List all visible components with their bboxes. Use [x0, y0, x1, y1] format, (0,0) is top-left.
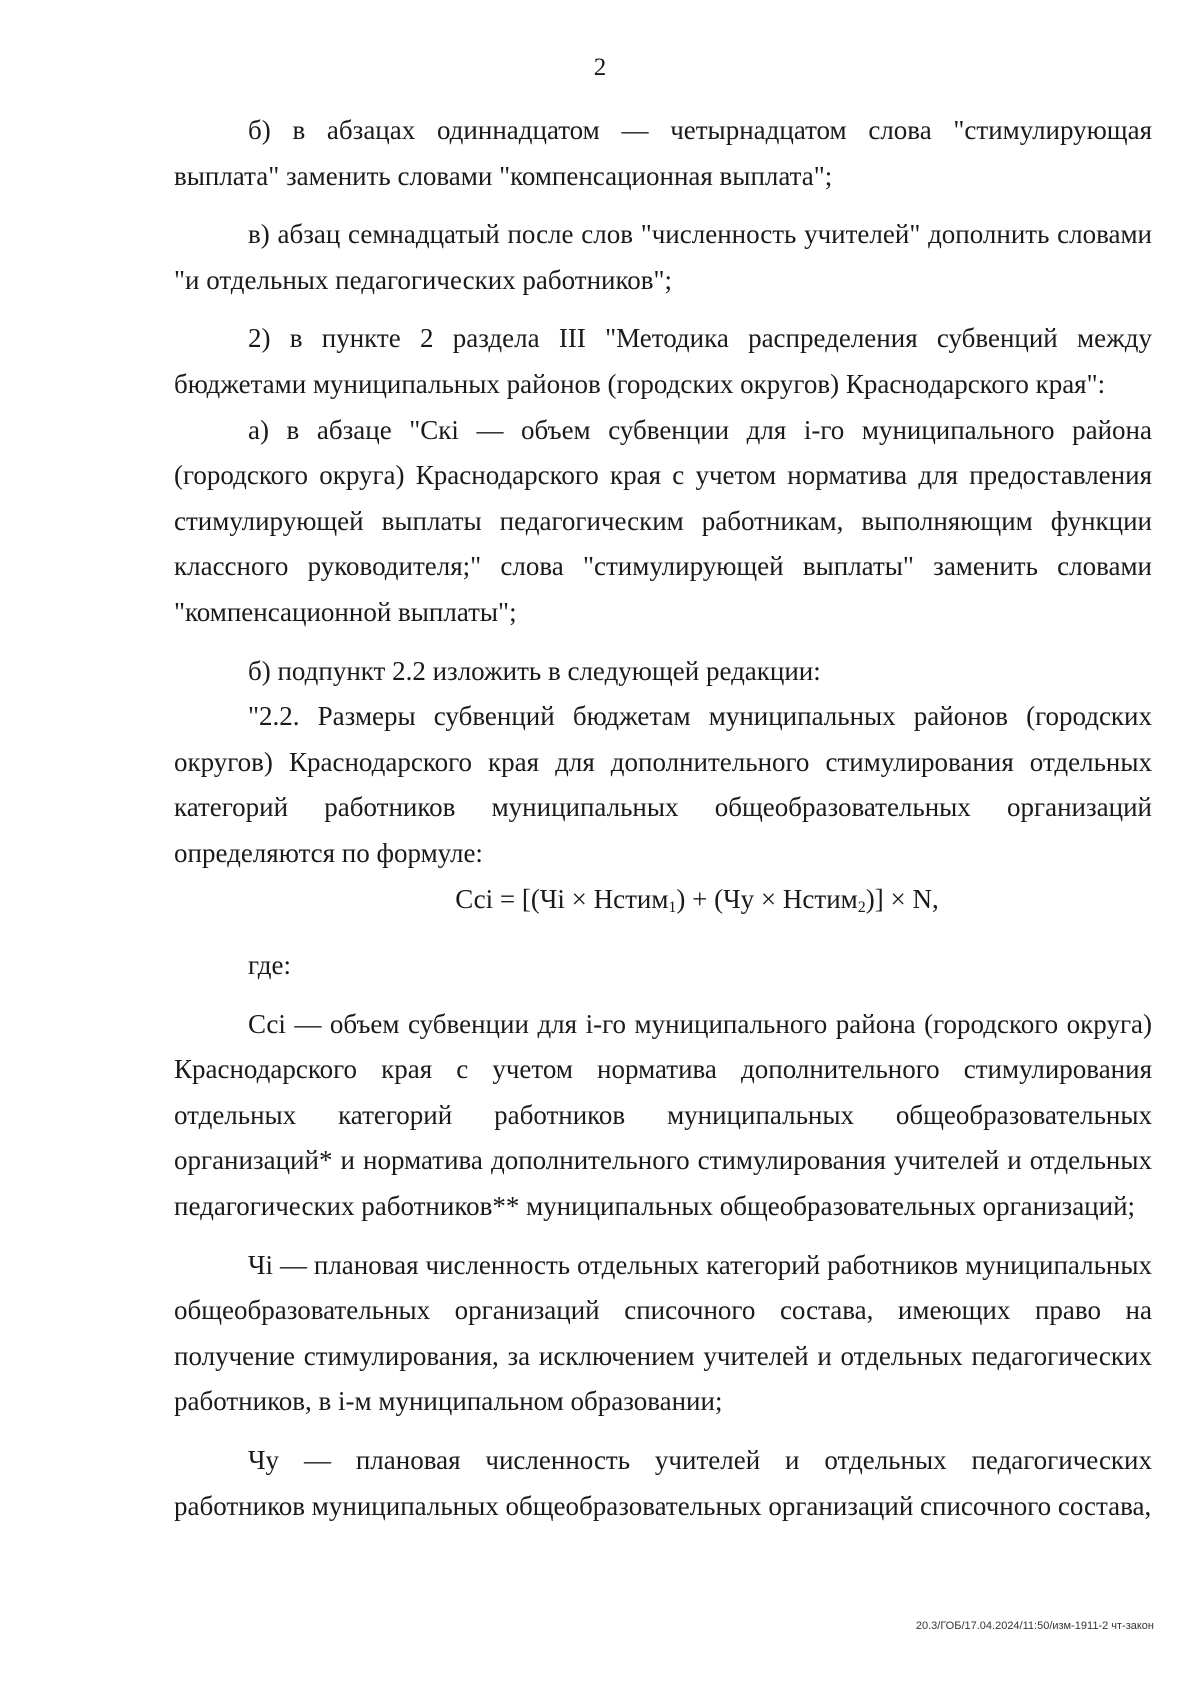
paragraph-where: где:: [248, 950, 291, 981]
paragraph-b-subitem-2-2: б) подпункт 2.2 изложить в следующей редакции:: [248, 655, 821, 686]
paragraph-item-2-section-3: 2) в пункте 2 раздела III "Методика распределения субвенций между бюджетами муниципальных районов (городских округов) Краснодарского края":: [174, 323, 1152, 399]
definition-csi: Ссi — объем субвенции для i-го муниципального района (городского округа) Краснодарского края с учетом норматива дополнительного стимулирования отдельных категорий работников муниципальных общеобразовательных организаций* и норматива дополнительного стимулирования учителей и отдельных педагогических работников** муниципальных общеобразовательных организаций;: [174, 1008, 1152, 1222]
paragraph-2-2-intro: "2.2. Размеры субвенций бюджетам муниципальных районов (городских округов) Краснодарского края для дополнительного стимулирования отдельных категорий работников муниципальных общеобразовательных организаций определяются по формуле:: [174, 701, 1152, 868]
document-body: [174, 108, 1152, 1529]
paragraph-a-ski: а) в абзаце "Скi — объем субвенции для i-го муниципального района (городского округа) Краснодарского края с учетом норматива для предоставления стимулирующей выплаты педагогическим работникам, выполняющим функции классного руководителя;" слова "стимулирующей выплаты" заменить словами "компенсационной выплаты";: [174, 414, 1152, 627]
formula: Ссi = [(Чi × Нстим$_1$) + (Чу × Нстим$_2$)] × N,: [455, 883, 939, 916]
footer-document-code: 20.3/ГОБ/17.04.2024/11:50/изм-1911-2 чт-закон: [915, 1620, 1154, 1632]
paragraph-b-replace-words: б) в абзацах одиннадцатом — четырнадцатом слова "стимулирующая выплата" заменить словами "компенсационная выплата";: [174, 115, 1152, 191]
definition-chu: Чу — плановая численность учителей и отдельных педагогических работников муниципальных общеобразовательных организаций списочного состава,: [174, 1445, 1152, 1521]
definition-chi: Чi — плановая численность отдельных категорий работников муниципальных общеобразовательных организаций списочного состава, имеющих право на получение стимулирования, за исключением учителей и отдельных педагогических работников, в i-м муниципальном образовании;: [174, 1249, 1152, 1417]
paragraph-v-add-words: в) абзац семнадцатый после слов "численность учителей" дополнить словами "и отдельных педагогических работников";: [174, 219, 1152, 295]
page-number: 2: [593, 54, 607, 81]
